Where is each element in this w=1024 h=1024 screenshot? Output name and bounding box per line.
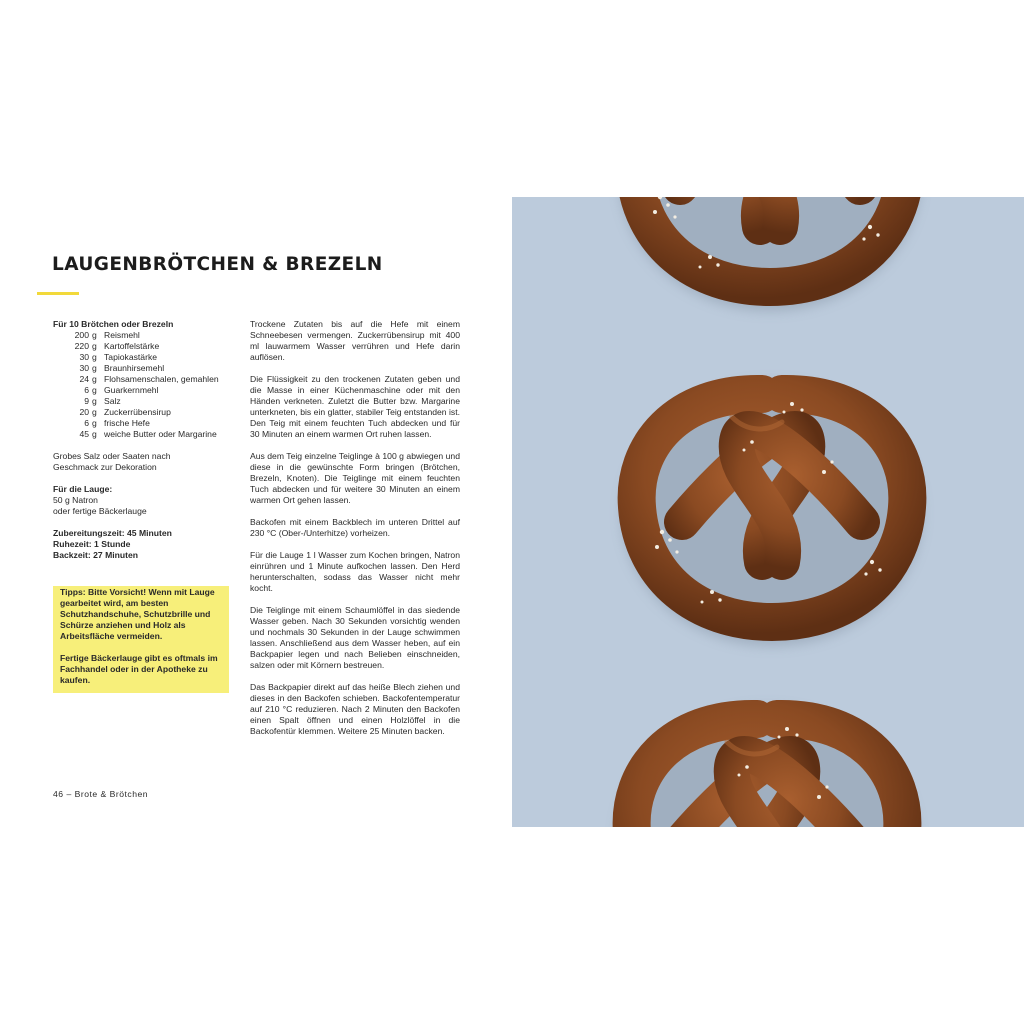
- ingredient-amount: 24: [79, 374, 89, 384]
- ingredient-row: [53, 396, 238, 407]
- lye-line: 50 g Natron: [53, 495, 98, 505]
- ingredient-name: Salz: [104, 396, 121, 406]
- ingredient-amount: 200: [74, 330, 89, 340]
- ingredient-row: [53, 429, 238, 440]
- ingredient-unit: g: [92, 429, 97, 439]
- pretzel-photo: [512, 197, 1024, 827]
- ingredient-amount: 6: [84, 385, 89, 395]
- ingredients-heading: Für 10 Brötchen oder Brezeln: [53, 319, 174, 329]
- ingredient-row: [53, 363, 238, 374]
- ingredient-name: Braunhirsemehl: [104, 363, 165, 373]
- lye-line: oder fertige Bäckerlauge: [53, 506, 147, 516]
- ingredient-amount: 30: [79, 352, 89, 362]
- instruction-paragraph: Das Backpapier direkt auf das heiße Blech ziehen und dieses in den Backofen schieben. Backofentemperatur auf 210 °C reduzieren. Nach 2 Minuten den Backofen einen Spalt öffnen und einen Holzlöffel in die Backofentür klemmen. Weitere 25 Minuten backen.: [250, 682, 460, 736]
- ingredient-row: [53, 385, 238, 396]
- decoration-line: Geschmack zur Dekoration: [53, 462, 157, 472]
- instructions-column: [250, 319, 460, 748]
- ingredient-name: Guarkernmehl: [104, 385, 159, 395]
- ingredient-row: [53, 407, 238, 418]
- ingredient-amount: 6: [84, 418, 89, 428]
- ingredient-unit: g: [92, 418, 97, 428]
- page-footer: 46 – Brote & Brötchen: [53, 789, 149, 799]
- ingredients-column: [53, 319, 238, 561]
- tip-paragraph: Tipps: Bitte Vorsicht! Wenn mit Lauge gearbeitet wird, am besten Schutzhandschuhe, Schutzbrille und Schürze anziehen und Holz als Arbeitsfläche vermeiden.: [60, 587, 215, 641]
- ingredient-amount: 30: [79, 363, 89, 373]
- ingredient-unit: g: [92, 341, 97, 351]
- tip-paragraph: Fertige Bäckerlauge gibt es oftmals im Fachhandel oder in der Apotheke zu kaufen.: [60, 653, 218, 685]
- ingredient-name: Flohsamenschalen, gemahlen: [104, 374, 219, 384]
- instruction-paragraph: Für die Lauge 1 l Wasser zum Kochen bringen, Natron einrühren und 1 Minute aufkochen lassen. Den Herd herunterschalten, sodass das Wasser nicht mehr kocht.: [250, 550, 460, 593]
- ingredient-unit: g: [92, 330, 97, 340]
- ingredient-unit: g: [92, 374, 97, 384]
- ingredient-amount: 9: [84, 396, 89, 406]
- ingredient-name: frische Hefe: [104, 418, 150, 428]
- ingredient-name: Kartoffelstärke: [104, 341, 160, 351]
- prep-time: Zubereitungszeit: 45 Minuten: [53, 528, 172, 538]
- instruction-paragraph: Backofen mit einem Backblech im unteren Drittel auf 230 °C (Ober-/Unterhitze) vorheizen.: [250, 517, 460, 538]
- ingredient-name: weiche Butter oder Margarine: [104, 429, 217, 439]
- ingredient-unit: g: [92, 352, 97, 362]
- page-title: LAUGENBRÖTCHEN & BREZELN: [52, 254, 383, 275]
- ingredient-amount: 220: [74, 341, 89, 351]
- ingredient-row: [53, 341, 238, 352]
- tip-box: [53, 586, 229, 693]
- ingredient-amount: 20: [79, 407, 89, 417]
- ingredient-unit: g: [92, 396, 97, 406]
- ingredient-list: [53, 330, 238, 440]
- ingredient-name: Zuckerrübensirup: [104, 407, 171, 417]
- instruction-paragraph: Die Flüssigkeit zu den trockenen Zutaten geben und die Masse in einer Küchenmaschine oder mit den Händen verkneten. Zuletzt die Butter bzw. Margarine unterkneten, bis ein glatter, stabiler Teig entstanden ist. Den Teig mit einem feuchten Tuch abdecken und für 30 Minuten an einem warmen Ort ruhen lassen.: [250, 374, 460, 439]
- ingredient-row: [53, 374, 238, 385]
- decoration-line: Grobes Salz oder Saaten nach: [53, 451, 171, 461]
- lye-heading: Für die Lauge:: [53, 484, 113, 494]
- instruction-paragraph: Die Teiglinge mit einem Schaumlöffel in das siedende Wasser geben. Nach 30 Sekunden vorsichtig wenden und nochmals 30 Sekunden in der Lauge schwimmen lassen. Anschließend aus dem Wasser heben, auf ein Backpapier legen und nach Belieben einschneiden, salzen oder mit Körnern bestreuen.: [250, 605, 460, 670]
- instruction-paragraph: Trockene Zutaten bis auf die Hefe mit einem Schneebesen vermengen. Zuckerrübensirup mit 400 ml lauwarmem Wasser verrühren und Hefe darin auflösen.: [250, 319, 460, 362]
- ingredient-row: [53, 352, 238, 363]
- bake-time: Backzeit: 27 Minuten: [53, 550, 139, 560]
- ingredient-row: [53, 418, 238, 429]
- ingredient-name: Tapiokastärke: [104, 352, 158, 362]
- ingredient-unit: g: [92, 363, 97, 373]
- pretzel-illustration: [512, 197, 1024, 827]
- ingredient-name: Reismehl: [104, 330, 140, 340]
- ingredient-amount: 45: [79, 429, 89, 439]
- ingredient-unit: g: [92, 407, 97, 417]
- ingredient-row: [53, 330, 238, 341]
- rest-time: Ruhezeit: 1 Stunde: [53, 539, 131, 549]
- title-accent-rule: [37, 292, 79, 295]
- ingredient-unit: g: [92, 385, 97, 395]
- instruction-paragraph: Aus dem Teig einzelne Teiglinge à 100 g abwiegen und diese in die gewünschte Form bringen (Brötchen, Brezeln, Knoten). Die Teiglinge mit einem feuchten Tuch abdecken und für weitere 30 Minuten an einem warmen Ort gehen lassen.: [250, 451, 460, 505]
